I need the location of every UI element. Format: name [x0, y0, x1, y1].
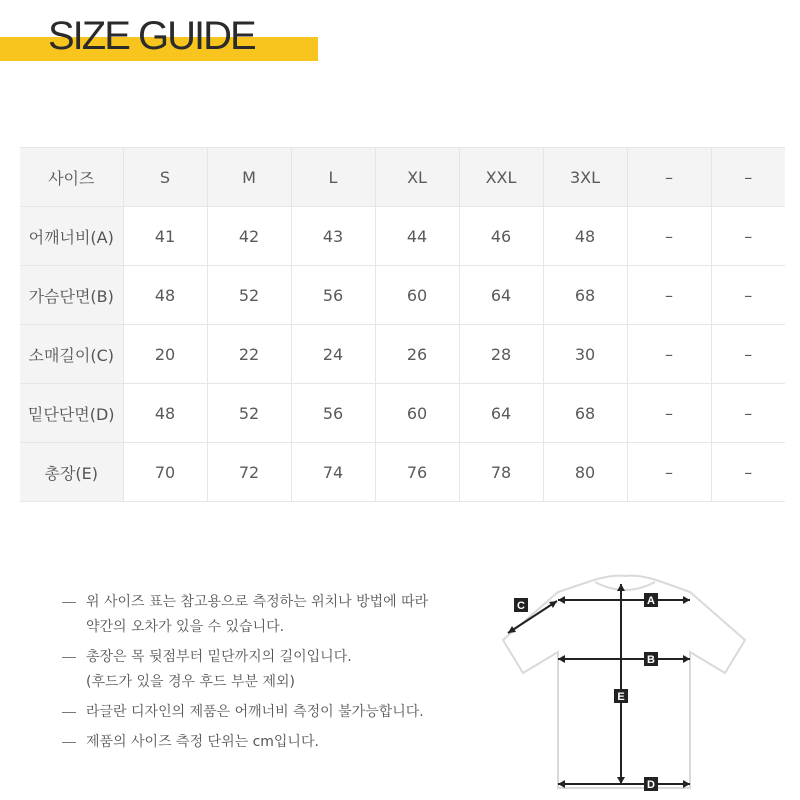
table-cell: –: [627, 266, 711, 325]
table-cell: 56: [291, 384, 375, 443]
table-cell: –: [627, 207, 711, 266]
dash-icon: [62, 742, 76, 743]
table-cell: 68: [543, 266, 627, 325]
table-cell: 68: [543, 384, 627, 443]
header-cell: 3XL: [543, 148, 627, 207]
table-cell: 56: [291, 266, 375, 325]
header-cell: 사이즈: [20, 148, 123, 207]
table-cell: 26: [375, 325, 459, 384]
size-guide-header: [0, 0, 330, 70]
table-cell: 74: [291, 443, 375, 502]
header-cell: L: [291, 148, 375, 207]
table-cell: 60: [375, 266, 459, 325]
row-label: 소매길이(C): [20, 325, 123, 384]
table-cell: 80: [543, 443, 627, 502]
label-c: C: [517, 600, 525, 612]
table-row: [20, 325, 785, 384]
table-cell: –: [711, 207, 785, 266]
table-cell: –: [711, 325, 785, 384]
table-cell: 52: [207, 266, 291, 325]
table-cell: 41: [123, 207, 207, 266]
note-item: [62, 590, 482, 640]
table-cell: 22: [207, 325, 291, 384]
size-table: [20, 147, 785, 502]
header-cell: XXL: [459, 148, 543, 207]
table-cell: 48: [543, 207, 627, 266]
table-cell: 60: [375, 384, 459, 443]
table-cell: 64: [459, 384, 543, 443]
table-header-row: [20, 148, 785, 207]
table-cell: 43: [291, 207, 375, 266]
note-text: 총장은 목 뒷점부터 밑단까지의 길이입니다.: [86, 649, 352, 665]
table-cell: 42: [207, 207, 291, 266]
row-label: 밑단단면(D): [20, 384, 123, 443]
label-d: D: [647, 779, 655, 791]
page-title: SIZE GUIDE: [48, 14, 255, 58]
table-row: [20, 384, 785, 443]
table-cell: –: [627, 443, 711, 502]
table-cell: 70: [123, 443, 207, 502]
table-cell: 48: [123, 384, 207, 443]
row-label: 어깨너비(A): [20, 207, 123, 266]
table-cell: 78: [459, 443, 543, 502]
shirt-outline: [503, 576, 745, 788]
table-cell: 30: [543, 325, 627, 384]
header-cell: XL: [375, 148, 459, 207]
table-row: [20, 443, 785, 502]
table-cell: 64: [459, 266, 543, 325]
table-cell: 72: [207, 443, 291, 502]
table-cell: 48: [123, 266, 207, 325]
note-item: [62, 730, 482, 755]
note-item: [62, 645, 482, 695]
note-text: 약간의 오차가 있을 수 있습니다.: [86, 619, 285, 635]
table-cell: 52: [207, 384, 291, 443]
note-text: 위 사이즈 표는 참고용으로 측정하는 위치나 방법에 따라: [86, 594, 429, 610]
table-cell: 76: [375, 443, 459, 502]
label-a: A: [647, 595, 655, 607]
table-cell: 28: [459, 325, 543, 384]
table-cell: –: [711, 443, 785, 502]
dash-icon: [62, 602, 76, 603]
table-cell: 44: [375, 207, 459, 266]
table-cell: –: [627, 325, 711, 384]
table-cell: –: [627, 384, 711, 443]
table-cell: 20: [123, 325, 207, 384]
header-cell: S: [123, 148, 207, 207]
table-row: [20, 266, 785, 325]
table-cell: –: [711, 266, 785, 325]
header-cell: M: [207, 148, 291, 207]
t-shirt-icon: [500, 570, 750, 795]
table-cell: 24: [291, 325, 375, 384]
size-notes: [62, 590, 482, 760]
table-cell: 46: [459, 207, 543, 266]
dash-icon: [62, 657, 76, 658]
note-item: [62, 700, 482, 725]
note-text: 라글란 디자인의 제품은 어깨너비 측정이 불가능합니다.: [86, 704, 424, 720]
table-row: [20, 207, 785, 266]
label-b: B: [647, 654, 655, 666]
table-cell: –: [711, 384, 785, 443]
note-text: 제품의 사이즈 측정 단위는 cm입니다.: [86, 734, 319, 750]
note-text: (후드가 있을 경우 후드 부분 제외): [86, 674, 295, 690]
label-e: E: [617, 691, 625, 703]
row-label: 가슴단면(B): [20, 266, 123, 325]
dash-icon: [62, 712, 76, 713]
row-label: 총장(E): [20, 443, 123, 502]
t-shirt-measurement-diagram: [500, 570, 750, 795]
header-cell: –: [711, 148, 785, 207]
header-cell: –: [627, 148, 711, 207]
